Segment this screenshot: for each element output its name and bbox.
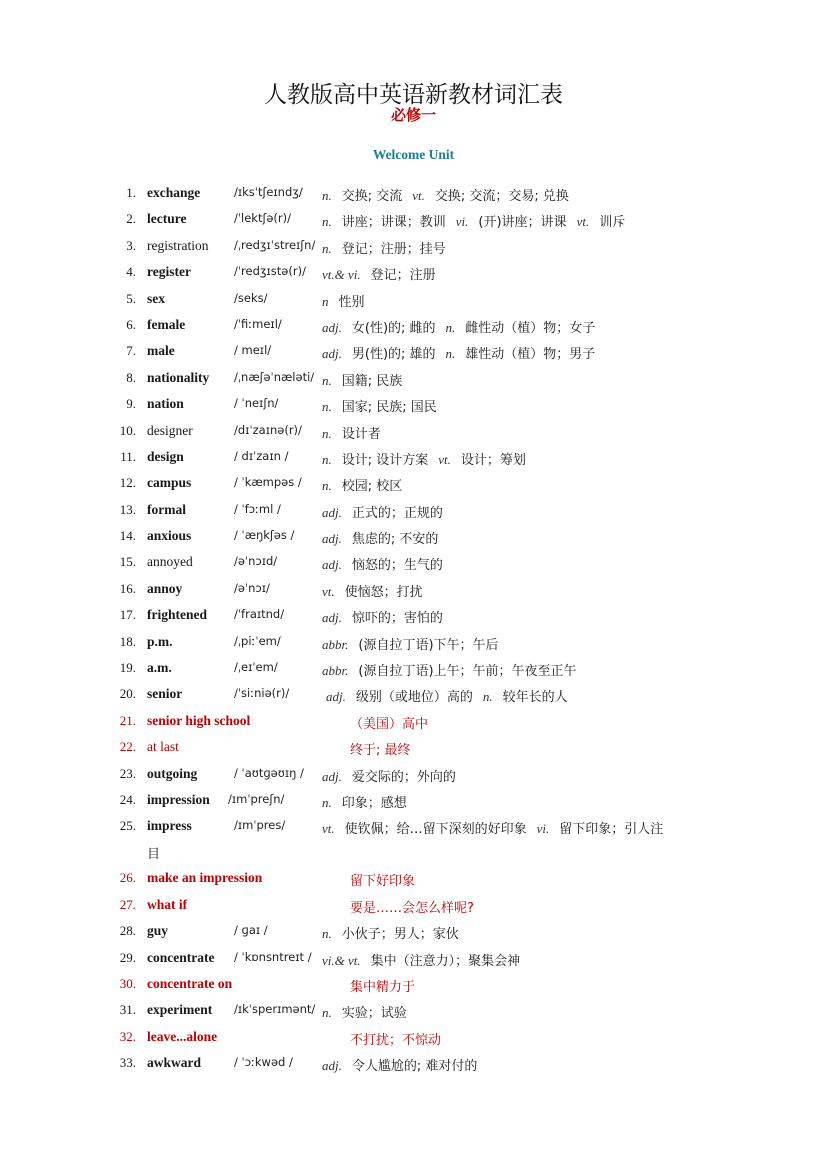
- entry-pronunciation: / meɪl/: [234, 343, 272, 358]
- meaning-text: 使恼怒；打扰: [344, 584, 423, 600]
- part-of-speech: vt.& vi.: [322, 267, 361, 283]
- entry-definition: [322, 502, 443, 521]
- meaning-text: 正式的；正规的: [351, 505, 443, 521]
- vocab-entry: [0, 551, 827, 577]
- entry-definition: [322, 185, 569, 204]
- part-of-speech: vi.: [536, 821, 550, 837]
- entry-number: 13.: [119, 501, 136, 517]
- entry-word: leave...alone: [147, 1028, 218, 1044]
- definition-continuation: 目: [147, 847, 161, 863]
- vocab-entry: [0, 1026, 827, 1052]
- meaning-text: （美国）高中: [350, 716, 429, 732]
- page-title: 人教版高中英语新教材词汇表: [264, 82, 563, 108]
- entry-number: 33.: [119, 1055, 136, 1071]
- part-of-speech: adj.: [322, 504, 342, 520]
- part-of-speech: n.: [322, 794, 332, 810]
- entry-word: senior high school: [147, 712, 251, 728]
- vocab-entry: [0, 472, 827, 498]
- part-of-speech: n.: [322, 240, 332, 256]
- entry-number: 24.: [119, 791, 136, 807]
- part-of-speech: adj.: [322, 557, 342, 573]
- meaning-text: 国家; 民族; 国民: [341, 400, 437, 416]
- entry-number: 5.: [126, 290, 136, 306]
- entry-definition: [322, 1002, 407, 1021]
- entry-definition: [322, 211, 625, 230]
- meaning-text: 留下印象；引人注: [559, 822, 664, 838]
- entry-word: p.m.: [147, 633, 173, 649]
- meaning-text: (源自拉丁语)上午；午前；午夜至正午: [358, 664, 577, 680]
- meaning-text: 小伙子；男人；家伙: [341, 927, 459, 943]
- entry-number: 3.: [126, 237, 136, 253]
- entry-pronunciation: / ˈkæmpəs /: [234, 475, 302, 490]
- meaning-text: 不打扰；不惊动: [350, 1032, 442, 1048]
- entry-definition: [322, 291, 365, 310]
- entry-pronunciation: /ɪksˈtʃeɪndʒ/: [234, 185, 303, 199]
- meaning-text: (源自拉丁语)下午；午后: [358, 637, 499, 653]
- meaning-text: 国籍; 民族: [341, 373, 403, 389]
- meaning-text: 集中精力于: [350, 979, 416, 995]
- vocab-entry: [0, 631, 827, 657]
- meaning-text: 留下好印象: [350, 874, 416, 890]
- part-of-speech: adj.: [326, 689, 346, 705]
- part-of-speech: adj.: [322, 768, 342, 784]
- entry-definition: [322, 1055, 477, 1074]
- entry-number: 16.: [119, 580, 136, 596]
- meaning-text: 交换; 交流；交易; 兑换: [434, 189, 569, 204]
- entry-number: 7.: [126, 343, 136, 359]
- meaning-text: 令人尴尬的; 难对付的: [351, 1059, 478, 1075]
- part-of-speech: vt.: [322, 583, 335, 599]
- entry-definition: [322, 264, 436, 283]
- meaning-text: 男(性)的; 雄的: [351, 347, 436, 363]
- part-of-speech: n.: [322, 1005, 332, 1021]
- vocab-entry: [0, 604, 827, 630]
- entry-definition: [322, 475, 402, 494]
- entry-word: guy: [147, 923, 169, 939]
- entry-word: make an impression: [147, 870, 263, 886]
- entry-word: experiment: [147, 1002, 213, 1018]
- entry-definition: [322, 607, 443, 626]
- meaning-text: 性别: [338, 294, 365, 310]
- vocab-entry: [0, 208, 827, 234]
- entry-pronunciation: / ˈneɪʃn/: [234, 396, 279, 411]
- entry-word: impression: [147, 791, 210, 807]
- entry-word: awkward: [147, 1055, 202, 1071]
- meaning-text: 要是……会怎么样呢?: [350, 900, 474, 916]
- vocab-entry: [0, 446, 827, 472]
- entry-word: what if: [147, 896, 188, 912]
- entry-definition: [350, 739, 411, 758]
- entry-definition: [322, 634, 499, 653]
- part-of-speech: vt.: [322, 821, 335, 837]
- meaning-text: 讲座；讲课；教训: [341, 215, 446, 231]
- part-of-speech: adj.: [322, 1058, 342, 1074]
- part-of-speech: n.: [322, 425, 332, 441]
- entry-word: exchange: [147, 185, 201, 200]
- entry-pronunciation: /əˈnɔɪd/: [234, 554, 278, 569]
- part-of-speech: n.: [445, 346, 456, 362]
- entry-pronunciation: /ˈlektʃə(r)/: [234, 211, 291, 226]
- part-of-speech: adj.: [322, 531, 342, 547]
- entry-pronunciation: /seks/: [234, 290, 268, 305]
- part-of-speech: adj.: [322, 319, 342, 335]
- entry-number: 26.: [119, 870, 136, 886]
- entry-pronunciation: /ɪmˈpres/: [234, 818, 286, 833]
- part-of-speech: abbr.: [322, 663, 349, 679]
- vocab-entry: [0, 867, 827, 893]
- entry-pronunciation: /ˈfraɪtnd/: [234, 607, 285, 622]
- entry-number: 25.: [119, 818, 136, 834]
- vocab-entry: [0, 894, 827, 920]
- vocab-entry: [0, 578, 827, 604]
- book-subtitle: 必修一: [390, 106, 436, 124]
- unit-heading: Welcome Unit: [372, 147, 455, 162]
- part-of-speech: n.: [322, 926, 332, 942]
- entry-word: registration: [147, 237, 209, 253]
- part-of-speech: vi.: [455, 214, 469, 230]
- vocab-entry: [0, 815, 827, 867]
- entry-pronunciation: /ɪmˈpreʃn/: [228, 791, 285, 806]
- vocab-entry: [0, 973, 827, 999]
- vocab-entry: [0, 525, 827, 551]
- vocab-entry: [0, 314, 827, 340]
- vocab-entry: [0, 736, 827, 762]
- part-of-speech: n.: [482, 689, 493, 705]
- vocab-entry: [0, 235, 827, 261]
- entry-definition: [322, 554, 443, 573]
- entry-number: 20.: [119, 686, 136, 702]
- vocab-entry: [0, 789, 827, 815]
- meaning-text: 雄性动（植）物；男子: [465, 347, 596, 363]
- entry-number: 11.: [120, 448, 136, 464]
- entry-number: 9.: [126, 396, 136, 412]
- entry-number: 22.: [119, 739, 136, 755]
- part-of-speech: vt.: [576, 214, 590, 230]
- vocab-entry: [0, 1052, 827, 1078]
- part-of-speech: adj.: [322, 610, 342, 626]
- entry-number: 31.: [119, 1002, 136, 1018]
- entry-definition: [350, 976, 415, 995]
- entry-word: annoyed: [147, 554, 193, 570]
- entry-definition: [322, 396, 437, 415]
- vocab-entry: [0, 999, 827, 1025]
- entry-definition: [322, 660, 577, 679]
- entry-definition: [350, 1029, 441, 1048]
- entry-word: nation: [147, 396, 184, 412]
- part-of-speech: vt.: [412, 188, 425, 203]
- vocab-entry: [0, 947, 827, 973]
- entry-definition: [322, 528, 438, 547]
- part-of-speech: vt.: [438, 451, 451, 467]
- meaning-text: 雌性动（植）物；女子: [465, 320, 596, 336]
- entry-word: a.m.: [147, 660, 172, 676]
- meaning-text: 较年长的人: [502, 690, 568, 706]
- vocab-entry: [0, 657, 827, 683]
- vocab-entry: [0, 683, 827, 709]
- entry-pronunciation: /ˈfiːmeɪl/: [234, 316, 282, 331]
- part-of-speech: n: [322, 293, 329, 309]
- part-of-speech: n.: [322, 214, 332, 230]
- meaning-text: 使钦佩；给…留下深刻的好印象: [344, 822, 527, 838]
- entry-pronunciation: / ˈaʊtɡəʊɪŋ /: [234, 765, 304, 780]
- entry-word: female: [147, 316, 186, 332]
- entry-definition: [322, 449, 526, 468]
- entry-number: 4.: [126, 264, 136, 280]
- entry-number: 29.: [119, 949, 136, 965]
- entry-number: 27.: [119, 896, 136, 912]
- entry-number: 23.: [119, 765, 136, 781]
- entry-pronunciation: / ˈfɔːml /: [234, 501, 281, 516]
- entry-pronunciation: /ˈsiːniə(r)/: [234, 686, 290, 701]
- vocab-entry: [0, 763, 827, 789]
- vocab-entry: [0, 499, 827, 525]
- meaning-text: 交换; 交流: [341, 189, 403, 204]
- meaning-text: (开)讲座；讲课: [478, 215, 567, 231]
- entry-definition: [350, 870, 415, 889]
- entry-number: 19.: [119, 660, 136, 676]
- entry-definition: [322, 792, 407, 811]
- part-of-speech: n.: [322, 188, 332, 203]
- vocab-entry: [0, 340, 827, 366]
- entry-number: 30.: [119, 975, 136, 991]
- part-of-speech: abbr.: [322, 636, 349, 652]
- entry-definition: [322, 950, 520, 969]
- entry-word: nationality: [147, 369, 210, 385]
- meaning-text: 级别（或地位）高的: [355, 690, 473, 706]
- part-of-speech: n.: [322, 478, 332, 494]
- meaning-text: 女(性)的; 雌的: [351, 320, 436, 336]
- meaning-text: 训斥: [599, 215, 626, 231]
- entry-pronunciation: / ˈɔːkwəd /: [234, 1055, 293, 1070]
- vocab-entry: [0, 367, 827, 393]
- meaning-text: 登记；注册；挂号: [341, 241, 446, 257]
- entry-number: 32.: [119, 1028, 136, 1044]
- entry-number: 10.: [119, 422, 136, 438]
- vocab-entry: [0, 393, 827, 419]
- entry-word: lecture: [147, 211, 187, 227]
- meaning-text: 爱交际的；外向的: [351, 769, 456, 785]
- part-of-speech: vi.& vt.: [322, 952, 361, 968]
- entry-word: impress: [147, 818, 192, 834]
- entry-pronunciation: /dɪˈzaɪnə(r)/: [234, 422, 302, 437]
- entry-definition: [350, 897, 474, 916]
- entry-word: senior: [147, 686, 183, 702]
- entry-number: 17.: [119, 607, 136, 623]
- meaning-text: 恼怒的；生气的: [351, 558, 443, 574]
- entry-definition: [326, 686, 568, 705]
- entry-pronunciation: /əˈnɔɪ/: [234, 580, 270, 595]
- entry-word: designer: [147, 422, 193, 438]
- entry-pronunciation: /ɪkˈsperɪmənt/: [234, 1002, 316, 1017]
- entry-word: frightened: [147, 607, 207, 623]
- vocab-entry: [0, 182, 827, 208]
- entry-definition: [322, 370, 402, 389]
- entry-pronunciation: / ˈkɒnsntreɪt /: [234, 949, 312, 964]
- entry-number: 14.: [119, 528, 136, 544]
- part-of-speech: n.: [445, 319, 456, 335]
- entry-number: 15.: [119, 554, 136, 570]
- vocab-entry: [0, 261, 827, 287]
- meaning-text: 终于; 最终: [350, 743, 411, 759]
- entry-word: annoy: [147, 580, 183, 596]
- entry-pronunciation: /ˌpiːˈem/: [234, 633, 281, 648]
- entry-word: register: [147, 264, 191, 280]
- entry-definition: [322, 581, 423, 600]
- entry-word: concentrate on: [147, 975, 233, 991]
- entry-number: 21.: [119, 712, 136, 728]
- entry-pronunciation: /ˈredʒɪstə(r)/: [234, 264, 306, 279]
- meaning-text: 集中（注意力）；聚集会神: [370, 953, 521, 969]
- entry-definition: [322, 818, 663, 837]
- entry-number: 6.: [126, 316, 136, 332]
- entry-word: concentrate: [147, 949, 215, 965]
- part-of-speech: n.: [322, 451, 332, 467]
- meaning-text: 设计；筹划: [460, 452, 526, 468]
- entry-pronunciation: / ɡaɪ /: [234, 923, 268, 938]
- part-of-speech: n.: [322, 372, 332, 388]
- meaning-text: 登记；注册: [370, 268, 436, 284]
- meaning-text: 惊吓的；害怕的: [351, 611, 443, 627]
- entry-number: 8.: [126, 369, 136, 385]
- entry-word: formal: [147, 501, 186, 517]
- entry-definition: [350, 713, 428, 732]
- entry-definition: [322, 343, 595, 362]
- vocabulary-list: [0, 182, 827, 1079]
- meaning-text: 印象；感想: [341, 795, 407, 811]
- meaning-text: 设计; 设计方案: [341, 452, 429, 468]
- entry-pronunciation: / ˈæŋkʃəs /: [234, 528, 295, 543]
- vocab-entry: [0, 288, 827, 314]
- entry-definition: [322, 238, 446, 257]
- entry-number: 12.: [119, 475, 136, 491]
- entry-pronunciation: /ˌeɪˈem/: [234, 660, 278, 675]
- entry-definition: [322, 923, 459, 942]
- part-of-speech: n.: [322, 399, 332, 415]
- meaning-text: 设计者: [341, 426, 381, 442]
- entry-pronunciation: /ˌnæʃəˈnæləti/: [234, 369, 315, 384]
- entry-number: 2.: [126, 211, 136, 227]
- entry-word: campus: [147, 475, 192, 491]
- entry-pronunciation: / dɪˈzaɪn /: [234, 448, 289, 463]
- entry-word: outgoing: [147, 765, 198, 781]
- entry-word: anxious: [147, 528, 192, 544]
- entry-word: sex: [147, 290, 165, 306]
- entry-definition: [322, 766, 456, 785]
- entry-word: at last: [147, 739, 179, 755]
- entry-word: design: [147, 448, 184, 464]
- entry-pronunciation: /ˌredʒɪˈstreɪʃn/: [234, 237, 316, 252]
- meaning-text: 校园; 校区: [341, 479, 403, 495]
- entry-number: 18.: [119, 633, 136, 649]
- entry-number: 1.: [126, 185, 136, 200]
- vocab-entry: [0, 920, 827, 946]
- entry-number: 28.: [119, 923, 136, 939]
- meaning-text: 焦虑的; 不安的: [351, 532, 439, 548]
- part-of-speech: adj.: [322, 346, 342, 362]
- entry-definition: [322, 317, 595, 336]
- vocab-entry: [0, 420, 827, 446]
- vocab-entry: [0, 710, 827, 736]
- entry-word: male: [147, 343, 175, 359]
- meaning-text: 实验；试验: [341, 1006, 407, 1022]
- entry-definition: [322, 423, 381, 442]
